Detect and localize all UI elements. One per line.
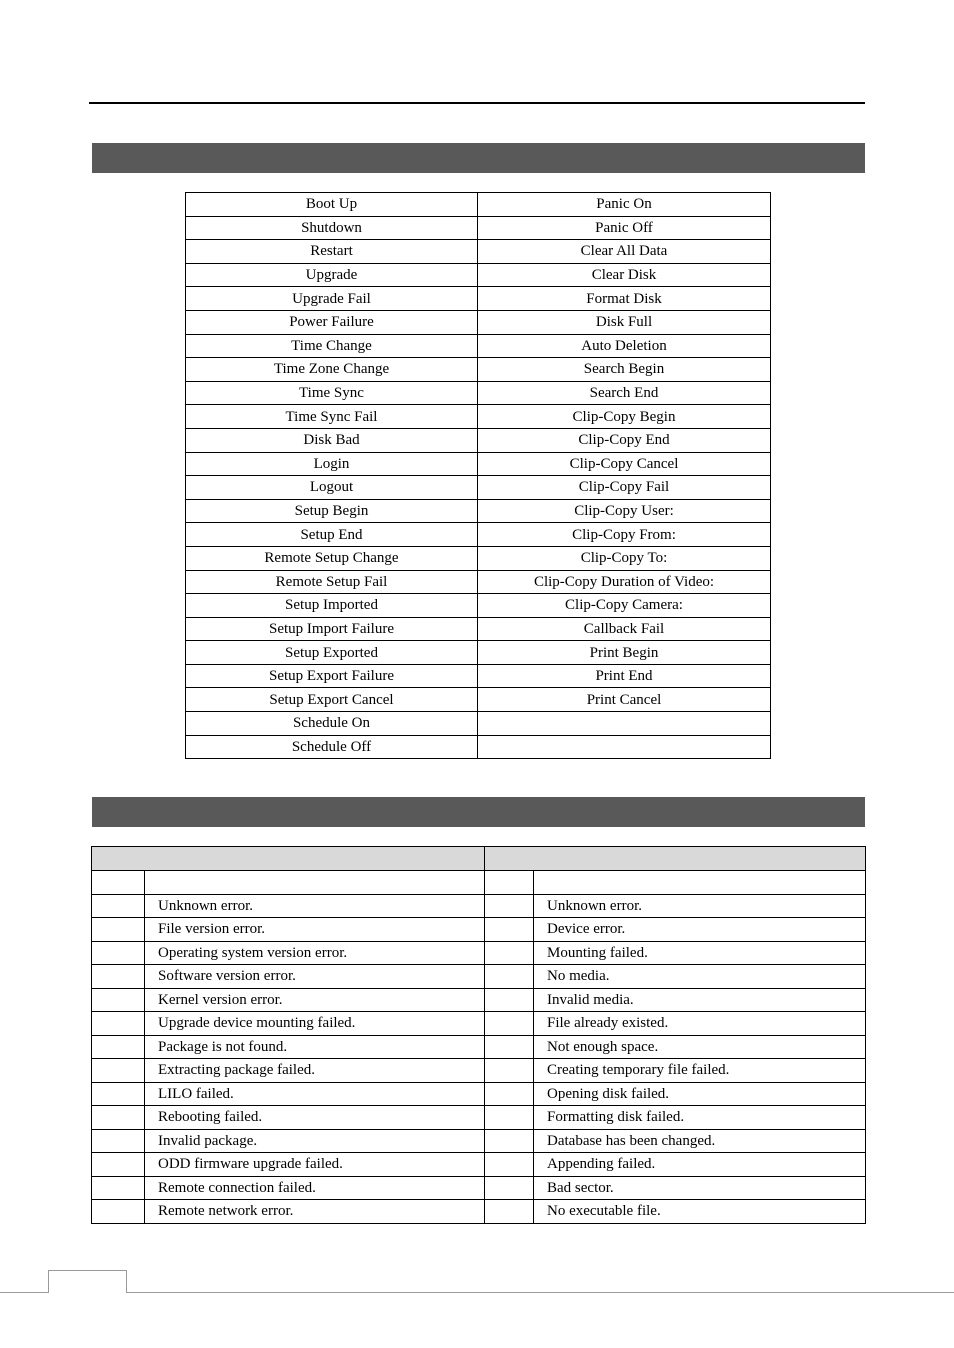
log-event-cell: Time Change xyxy=(186,334,478,358)
error-code-cell xyxy=(92,941,145,965)
log-event-cell: Shutdown xyxy=(186,216,478,240)
error-code-cell xyxy=(92,965,145,989)
error-code-cell xyxy=(485,1082,534,1106)
error-row xyxy=(92,1176,866,1200)
error-description-cell: Device error. xyxy=(534,918,866,942)
error-description-cell: Unknown error. xyxy=(534,894,866,918)
error-description-cell: Unknown error. xyxy=(145,894,485,918)
header-cell-upgrade xyxy=(92,847,485,871)
log-event-cell: Setup Begin xyxy=(186,499,478,523)
log-event-cell: Setup End xyxy=(186,523,478,547)
error-row xyxy=(92,1035,866,1059)
log-event-row xyxy=(186,310,771,334)
subheader-description xyxy=(145,871,485,895)
error-code-cell xyxy=(485,988,534,1012)
error-code-cell xyxy=(485,1200,534,1224)
error-description-cell: File version error. xyxy=(145,918,485,942)
error-code-cell xyxy=(485,1129,534,1153)
log-event-cell: Upgrade Fail xyxy=(186,287,478,311)
log-event-cell: Panic Off xyxy=(478,216,771,240)
error-row xyxy=(92,1129,866,1153)
error-code-cell xyxy=(485,894,534,918)
error-code-cell xyxy=(92,1106,145,1130)
log-event-cell: Setup Imported xyxy=(186,594,478,618)
log-event-row xyxy=(186,476,771,500)
log-event-cell: Setup Export Cancel xyxy=(186,688,478,712)
log-event-cell: Format Disk xyxy=(478,287,771,311)
error-code-cell xyxy=(485,1059,534,1083)
error-row xyxy=(92,918,866,942)
error-description-cell: Remote network error. xyxy=(145,1200,485,1224)
log-event-row xyxy=(186,641,771,665)
log-event-cell: Setup Import Failure xyxy=(186,617,478,641)
error-code-cell xyxy=(92,918,145,942)
log-event-row xyxy=(186,358,771,382)
log-event-cell: Clip-Copy Duration of Video: xyxy=(478,570,771,594)
log-event-cell: Print End xyxy=(478,664,771,688)
error-code-cell xyxy=(92,1082,145,1106)
error-row xyxy=(92,1012,866,1036)
error-code-cell xyxy=(92,1059,145,1083)
log-event-row xyxy=(186,452,771,476)
log-event-cell xyxy=(478,735,771,759)
error-description-cell: Operating system version error. xyxy=(145,941,485,965)
section-header-bar-log xyxy=(92,143,865,173)
error-description-cell: Upgrade device mounting failed. xyxy=(145,1012,485,1036)
log-event-row xyxy=(186,570,771,594)
log-event-cell: Restart xyxy=(186,240,478,264)
log-event-cell: Panic On xyxy=(478,193,771,217)
error-description-cell: File already existed. xyxy=(534,1012,866,1036)
log-event-row xyxy=(186,546,771,570)
log-event-cell: Clear Disk xyxy=(478,263,771,287)
log-event-row xyxy=(186,664,771,688)
log-event-cell: Search Begin xyxy=(478,358,771,382)
log-event-cell: Boot Up xyxy=(186,193,478,217)
log-event-row xyxy=(186,617,771,641)
error-code-cell xyxy=(485,1176,534,1200)
error-description-cell: Database has been changed. xyxy=(534,1129,866,1153)
error-description-cell: No executable file. xyxy=(534,1200,866,1224)
error-code-cell xyxy=(485,1012,534,1036)
error-description-cell: Remote connection failed. xyxy=(145,1176,485,1200)
error-row xyxy=(92,965,866,989)
header-cell-backup xyxy=(485,847,866,871)
log-event-row xyxy=(186,688,771,712)
log-event-cell: Clip-Copy User: xyxy=(478,499,771,523)
log-event-row xyxy=(186,334,771,358)
log-event-cell: Setup Exported xyxy=(186,641,478,665)
log-event-row xyxy=(186,287,771,311)
error-description-cell: Package is not found. xyxy=(145,1035,485,1059)
error-code-cell xyxy=(485,965,534,989)
error-code-cell xyxy=(92,1035,145,1059)
log-event-cell xyxy=(478,712,771,736)
error-row xyxy=(92,1082,866,1106)
error-description-cell: Appending failed. xyxy=(534,1153,866,1177)
log-event-cell: Schedule Off xyxy=(186,735,478,759)
log-event-row xyxy=(186,405,771,429)
error-row xyxy=(92,894,866,918)
error-code-cell xyxy=(92,1129,145,1153)
error-table-subheader-row xyxy=(92,871,866,895)
log-event-cell: Clear All Data xyxy=(478,240,771,264)
error-row xyxy=(92,1200,866,1224)
error-code-cell xyxy=(485,1106,534,1130)
log-event-row xyxy=(186,712,771,736)
log-event-cell: Print Cancel xyxy=(478,688,771,712)
error-code-cell xyxy=(92,1176,145,1200)
log-event-cell: Setup Export Failure xyxy=(186,664,478,688)
log-event-cell: Clip-Copy End xyxy=(478,428,771,452)
log-event-cell: Disk Full xyxy=(478,310,771,334)
error-row xyxy=(92,1059,866,1083)
error-code-cell xyxy=(92,1153,145,1177)
error-description-cell: Invalid media. xyxy=(534,988,866,1012)
error-description-cell: Invalid package. xyxy=(145,1129,485,1153)
log-event-cell: Print Begin xyxy=(478,641,771,665)
log-event-cell: Power Failure xyxy=(186,310,478,334)
log-event-cell: Remote Setup Fail xyxy=(186,570,478,594)
error-description-cell: Software version error. xyxy=(145,965,485,989)
log-event-cell: Clip-Copy Cancel xyxy=(478,452,771,476)
log-event-row xyxy=(186,263,771,287)
footer-rule xyxy=(0,1292,954,1293)
log-event-row xyxy=(186,594,771,618)
error-code-cell xyxy=(92,988,145,1012)
error-description-cell: No media. xyxy=(534,965,866,989)
log-event-cell: Callback Fail xyxy=(478,617,771,641)
log-event-row xyxy=(186,216,771,240)
error-row xyxy=(92,1106,866,1130)
subheader-code xyxy=(485,871,534,895)
error-code-cell xyxy=(485,941,534,965)
log-event-row xyxy=(186,193,771,217)
log-event-cell: Remote Setup Change xyxy=(186,546,478,570)
log-event-cell: Clip-Copy Fail xyxy=(478,476,771,500)
error-description-cell: Opening disk failed. xyxy=(534,1082,866,1106)
error-row xyxy=(92,941,866,965)
error-table-header-row xyxy=(92,847,866,871)
log-event-row xyxy=(186,735,771,759)
log-event-cell: Time Sync Fail xyxy=(186,405,478,429)
error-description-cell: LILO failed. xyxy=(145,1082,485,1106)
error-row xyxy=(92,1153,866,1177)
log-event-row xyxy=(186,428,771,452)
log-event-cell: Clip-Copy Begin xyxy=(478,405,771,429)
error-description-cell: ODD firmware upgrade failed. xyxy=(145,1153,485,1177)
log-event-cell: Login xyxy=(186,452,478,476)
section-header-bar-errors xyxy=(92,797,865,827)
log-event-cell: Clip-Copy From: xyxy=(478,523,771,547)
log-event-row xyxy=(186,240,771,264)
log-event-cell: Upgrade xyxy=(186,263,478,287)
error-description-cell: Bad sector. xyxy=(534,1176,866,1200)
header-rule xyxy=(89,102,865,104)
log-event-cell: Auto Deletion xyxy=(478,334,771,358)
error-code-cell xyxy=(92,1200,145,1224)
error-codes-table xyxy=(91,846,866,1224)
log-event-row xyxy=(186,523,771,547)
log-event-row xyxy=(186,499,771,523)
error-description-cell: Rebooting failed. xyxy=(145,1106,485,1130)
log-event-cell: Time Sync xyxy=(186,381,478,405)
error-description-cell: Formatting disk failed. xyxy=(534,1106,866,1130)
error-description-cell: Kernel version error. xyxy=(145,988,485,1012)
log-events-table xyxy=(185,192,771,759)
error-description-cell: Mounting failed. xyxy=(534,941,866,965)
log-event-cell: Disk Bad xyxy=(186,428,478,452)
error-code-cell xyxy=(485,1153,534,1177)
error-description-cell: Extracting package failed. xyxy=(145,1059,485,1083)
error-code-cell xyxy=(92,1012,145,1036)
log-event-cell: Schedule On xyxy=(186,712,478,736)
error-description-cell: Not enough space. xyxy=(534,1035,866,1059)
log-event-cell: Time Zone Change xyxy=(186,358,478,382)
error-code-cell xyxy=(485,1035,534,1059)
log-event-cell: Search End xyxy=(478,381,771,405)
log-event-cell: Logout xyxy=(186,476,478,500)
log-event-cell: Clip-Copy Camera: xyxy=(478,594,771,618)
subheader-description xyxy=(534,871,866,895)
error-row xyxy=(92,988,866,1012)
error-code-cell xyxy=(92,894,145,918)
subheader-code xyxy=(92,871,145,895)
log-event-cell: Clip-Copy To: xyxy=(478,546,771,570)
page-number-tab xyxy=(48,1270,127,1293)
error-description-cell: Creating temporary file failed. xyxy=(534,1059,866,1083)
log-event-row xyxy=(186,381,771,405)
error-code-cell xyxy=(485,918,534,942)
